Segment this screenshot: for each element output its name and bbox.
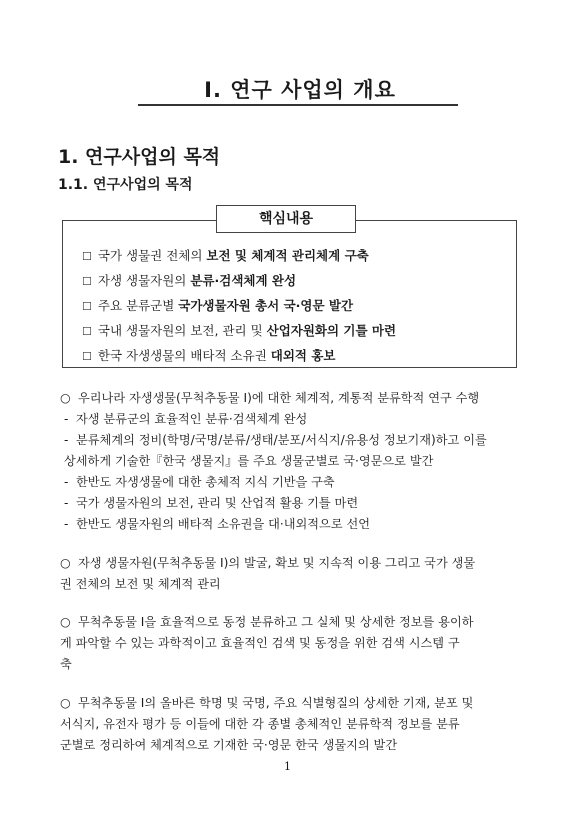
key-item xyxy=(82,348,396,373)
checkbox-square-icon: ☐ xyxy=(82,250,92,263)
circle-bullet-icon: ○ xyxy=(60,556,71,570)
paragraph-text: 자생 생물자원(무척추동물 I)의 발굴, 확보 및 지속적 이용 그리고 국가 생물 xyxy=(78,556,476,570)
paragraph-text: 군별로 정리하여 체계적으로 기재한 국·영문 한국 생물지의 발간 xyxy=(60,738,398,752)
paragraph-line xyxy=(60,574,518,595)
key-item-bold: 대외적 홍보 xyxy=(270,348,336,363)
key-item xyxy=(82,298,396,323)
paragraph-line xyxy=(60,654,518,675)
subsection-heading: 1.1. 연구사업의 목적 xyxy=(58,177,193,193)
paragraph-line xyxy=(60,633,518,654)
sub-item xyxy=(60,430,518,451)
paragraph-line xyxy=(60,735,518,756)
sub-item xyxy=(60,409,518,430)
paragraph-text: 무척추동물 I의 올바른 학명 및 국명, 주요 식별형질의 상세한 기재, 분포 및 xyxy=(78,696,474,710)
paragraph-line xyxy=(60,693,518,714)
paragraph-4 xyxy=(60,693,518,756)
paragraph-text: 서식지, 유전자 평가 등 이들에 대한 각 종별 총체적인 분류학적 정보를 분류 xyxy=(60,717,460,731)
key-item xyxy=(82,248,396,273)
paragraph-1 xyxy=(60,388,518,535)
key-content-label: 핵심내용 xyxy=(216,205,356,233)
paragraph-text: 게 파악할 수 있는 과학적이고 효율적인 검색 및 동정을 위한 검색 시스템 구 xyxy=(60,636,460,650)
paragraph-3 xyxy=(60,612,518,675)
key-item-bold: 분류·검색체계 완성 xyxy=(190,273,297,288)
paragraph-line xyxy=(60,612,518,633)
sub-item-text: 분류체계의 정비(학명/국명/분류/생태/분포/서식지/유용성 정보기재)하고 이를 xyxy=(76,433,487,447)
key-item-bold: 보전 및 체계적 관리체계 구축 xyxy=(206,248,369,263)
page-number: 1 xyxy=(284,760,291,773)
key-content-list xyxy=(82,248,396,373)
sub-item-continuation xyxy=(60,451,518,472)
key-item-bold: 국가생물자원 총서 국·영문 발간 xyxy=(178,298,354,313)
circle-bullet-icon: ○ xyxy=(60,391,71,405)
section-heading: 1. 연구사업의 목적 xyxy=(58,146,221,168)
dash-bullet: - xyxy=(64,496,69,510)
dash-bullet: - xyxy=(64,517,69,531)
paragraph-line xyxy=(60,714,518,735)
key-item-text: 한국 자생생물의 배타적 소유권 xyxy=(97,348,271,363)
paragraph-text: 우리나라 자생생물(무척추동물 I)에 대한 체계적, 계통적 분류학적 연구 수행 xyxy=(78,391,480,405)
key-item xyxy=(82,323,396,348)
paragraph-line xyxy=(60,553,518,574)
dash-bullet: - xyxy=(64,475,69,489)
circle-bullet-icon: ○ xyxy=(60,615,71,629)
key-item-text: 국가 생물권 전체의 xyxy=(97,248,207,263)
checkbox-square-icon: ☐ xyxy=(82,350,92,363)
paragraph-text: 권 전체의 보전 및 체계적 관리 xyxy=(60,577,221,591)
sub-item xyxy=(60,514,518,535)
sub-item-text: 자생 분류군의 효율적인 분류·검색체계 완성 xyxy=(76,412,308,426)
paragraph-text: 무척추동물 I을 효율적으로 동정 분류하고 그 실체 및 상세한 정보를 용이하 xyxy=(78,615,474,629)
circle-bullet-icon: ○ xyxy=(60,696,71,710)
sub-item-text: 상세하게 기술한『한국 생물지』를 주요 생물군별로 국·영문으로 발간 xyxy=(64,454,434,468)
key-item-text: 자생 생물자원의 xyxy=(97,273,191,288)
key-item-bold: 산업자원화의 기틀 마련 xyxy=(266,323,397,338)
key-item xyxy=(82,273,396,298)
checkbox-square-icon: ☐ xyxy=(82,300,92,313)
paragraph-line xyxy=(60,388,518,409)
sub-item-text: 한반도 생물자원의 배타적 소유권을 대·내외적으로 선언 xyxy=(76,517,371,531)
paragraph-2 xyxy=(60,553,518,595)
key-item-text: 주요 분류군별 xyxy=(97,298,179,313)
dash-bullet: - xyxy=(64,433,69,447)
chapter-title: I. 연구 사업의 개요 xyxy=(204,78,396,102)
checkbox-square-icon: ☐ xyxy=(82,325,92,338)
chapter-title-underline xyxy=(138,104,458,106)
sub-item xyxy=(60,472,518,493)
sub-item-text: 한반도 자생생물에 대한 총체적 지식 기반을 구축 xyxy=(76,475,335,489)
sub-item-text: 국가 생물자원의 보전, 관리 및 산업적 활용 기틀 마련 xyxy=(76,496,359,510)
checkbox-square-icon: ☐ xyxy=(82,275,92,288)
key-item-text: 국내 생물자원의 보전, 관리 및 xyxy=(97,323,267,338)
sub-item xyxy=(60,493,518,514)
dash-bullet: - xyxy=(64,412,69,426)
paragraph-text: 축 xyxy=(60,657,72,671)
